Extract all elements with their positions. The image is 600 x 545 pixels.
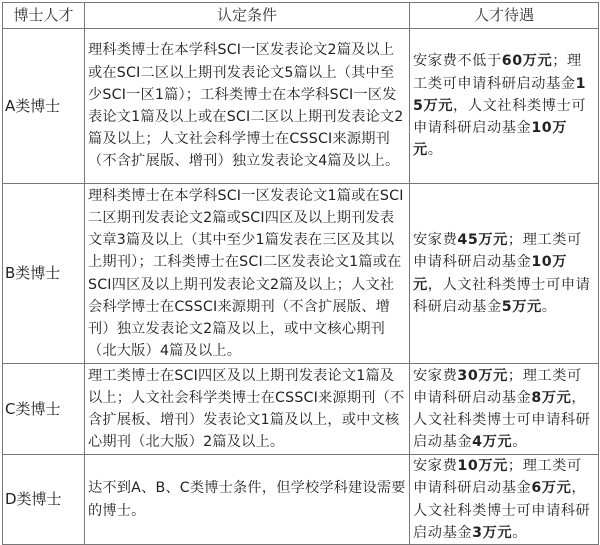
category-cell: D类博士 [3, 455, 85, 545]
benefit-text: 。 [512, 524, 527, 541]
benefit-text: 安家费 [413, 367, 458, 384]
benefit-amount: 10万元 [413, 254, 568, 293]
category-cell: C类博士 [3, 364, 85, 455]
benefit-text: ，人文社科类博士可申请科研启动基金 [413, 97, 587, 137]
benefit-amount: 8万元 [531, 389, 572, 406]
benefit-text: 。 [512, 434, 527, 451]
benefit-cell [410, 455, 599, 545]
benefit-amount: 10万元 [413, 120, 568, 159]
category-cell: A类博士 [3, 29, 85, 184]
benefit-amount: 5万元 [501, 298, 542, 315]
talent-table [2, 2, 599, 545]
benefit-text: 安家费 [413, 232, 458, 249]
benefit-amount: 60万元 [501, 53, 553, 70]
benefit-amount: 30万元 [457, 367, 508, 384]
benefit-cell [410, 184, 599, 364]
condition-cell: 理科类博士在本学科SCI一区发表论文2篇及以上或在SCI二区以上期刊发表论文5篇以上（其中至少SCI一区1篇）；工科类博士在本学科SCI一区发表论文1篇及以上或在SCI二区以上期刊发表论文2篇及以上；人文社会科学博士在CSSCI来源期刊（不含扩展版、增刊）独立发表论文4篇及以上。 [85, 29, 410, 184]
benefit-text: ；理工类可申请科研启动基金 [413, 458, 582, 497]
benefit-text: ；理工类可申请科研启动基金 [413, 53, 582, 92]
table-row [3, 455, 599, 545]
benefit-text: 。 [427, 142, 443, 159]
header-benefit: 人才待遇 [410, 3, 599, 29]
benefit-text: ，人文社科类博士可申请科研启动基金 [413, 480, 591, 541]
benefit-amount: 15万元 [413, 75, 587, 114]
benefit-amount: 45万元 [457, 232, 508, 249]
table-row [3, 29, 599, 184]
benefit-text: 。 [541, 298, 557, 315]
condition-cell: 达不到A、B、C类博士条件，但学校学科建设需要的博士。 [85, 455, 410, 545]
header-row [3, 3, 599, 29]
condition-cell: 理科类博士在本学科SCI一区发表论文1篇或在SCI二区期刊发表论文2篇或SCI四区及以上期刊发表文章3篇及以上（其中至少1篇发表在三区及其以上期刊）；工科类博士在SCI二区发表论文1篇或在SCI四区及以上期刊发表论文2篇及以上；人文社会科学博士在CSSCI来源期刊（不含扩展版、增刊）独立发表论文2篇及以上，或中文核心期刊（北大版）4篇及以上。 [85, 184, 410, 364]
benefit-amount: 4万元 [472, 434, 513, 451]
benefit-text: 安家费 [413, 458, 458, 475]
table-row [3, 364, 599, 455]
benefit-cell [410, 29, 599, 184]
table-row [3, 184, 599, 364]
header-category: 博士人才 [3, 3, 85, 29]
benefit-amount: 3万元 [472, 524, 513, 541]
benefit-amount: 10万元 [457, 458, 508, 475]
benefit-cell [410, 364, 599, 455]
benefit-text: 安家费不低于 [413, 53, 502, 70]
condition-cell: 理工类博士在SCI四区及以上期刊发表论文1篇及以上；人文社会科学类博士在CSSCI来源期刊（不含扩展板、增刊）发表论文1篇及以上，或中文核心期刊（北大版）2篇及以上。 [85, 364, 410, 455]
benefit-text: ，人文社科类博士可申请科研启动基金 [413, 276, 591, 315]
header-condition: 认定条件 [85, 3, 410, 29]
benefit-text: ，人文社科类博士可申请科研启动基金 [413, 389, 591, 451]
benefit-amount: 6万元 [531, 480, 572, 497]
benefit-text: ；理工类可申请科研启动基金 [413, 367, 582, 406]
benefit-text: ；理工类可申请科研启动基金 [413, 232, 582, 271]
category-cell: B类博士 [3, 184, 85, 364]
